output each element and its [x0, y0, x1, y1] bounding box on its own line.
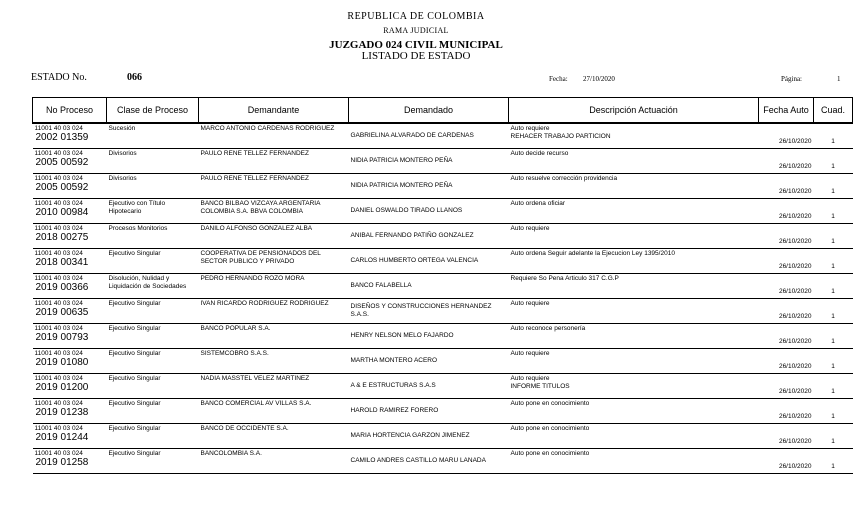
- cell-cuad: 1: [814, 423, 853, 448]
- cell-fecha: 26/10/2020: [759, 323, 814, 348]
- cell-fecha: 26/10/2020: [759, 298, 814, 323]
- cell-demandante: PEDRO HERNANDO ROZO MORA: [199, 273, 349, 298]
- cell-actuacion: [509, 223, 759, 248]
- radicado-prefix: 11001 40 03 024: [34, 424, 83, 432]
- cell-actuacion: [509, 448, 759, 473]
- cell-fecha: 26/10/2020: [759, 273, 814, 298]
- col-header-demandante: Demandante: [199, 98, 349, 124]
- cell-demandado: MARTHA MONTERO ACERO: [349, 348, 509, 373]
- cell-no-proceso: [33, 223, 107, 248]
- cell-cuad: 1: [814, 123, 853, 148]
- table-row: [33, 398, 853, 423]
- table-header-row: [33, 98, 853, 124]
- cell-fecha: 26/10/2020: [759, 373, 814, 398]
- actuacion-text: Auto requiere: [510, 349, 550, 357]
- radicado-number: 2010 00984: [35, 206, 89, 218]
- actuacion-text: Auto pone en conocimiento: [510, 399, 590, 407]
- cell-clase: Ejecutivo Singular: [107, 448, 199, 473]
- table-row: [33, 198, 853, 223]
- radicado-prefix: 11001 40 03 024: [34, 199, 83, 207]
- radicado-number: 2005 00592: [35, 181, 89, 193]
- fecha-label: Fecha:: [549, 75, 568, 83]
- cell-no-proceso: [33, 248, 107, 273]
- table-row: [33, 448, 853, 473]
- cell-demandado: CAMILO ANDRES CASTILLO MARU LANADA: [349, 448, 509, 473]
- cell-no-proceso: [33, 298, 107, 323]
- cell-no-proceso: [33, 448, 107, 473]
- cell-no-proceso: [33, 423, 107, 448]
- radicado-prefix: 11001 40 03 024: [34, 349, 83, 357]
- header-branch: RAMA JUDICIAL: [383, 26, 449, 35]
- cell-fecha: 26/10/2020: [759, 423, 814, 448]
- radicado-prefix: 11001 40 03 024: [34, 274, 83, 282]
- cell-no-proceso: [33, 323, 107, 348]
- table-row: [33, 148, 853, 173]
- actuacion-text: Auto pone en conocimiento: [510, 449, 590, 457]
- actuacion-text: Requiere So Pena Articulo 317 C.G.P: [510, 274, 619, 282]
- cell-actuacion: [509, 273, 759, 298]
- cell-demandado: DANIEL OSWALDO TIRADO LLANOS: [349, 198, 509, 223]
- cell-demandante: COOPERATIVA DE PENSIONADOS DEL SECTOR PUBLICO Y PRIVADO: [199, 248, 349, 273]
- cell-cuad: 1: [814, 173, 853, 198]
- cell-no-proceso: [33, 173, 107, 198]
- radicado-number: 2019 01244: [35, 431, 89, 443]
- cell-no-proceso: [33, 273, 107, 298]
- cell-clase: Sucesión: [107, 123, 199, 148]
- table-row: [33, 298, 853, 323]
- cell-no-proceso: [33, 148, 107, 173]
- radicado-number: 2018 00275: [35, 231, 89, 243]
- actuacion-text: Auto reconoce personería: [510, 324, 586, 332]
- col-header-cuad: Cuad.: [814, 98, 853, 124]
- cell-fecha: 26/10/2020: [759, 198, 814, 223]
- cell-demandado: CARLOS HUMBERTO ORTEGA VALENCIA: [349, 248, 509, 273]
- radicado-prefix: 11001 40 03 024: [34, 149, 83, 157]
- header-country: REPUBLICA DE COLOMBIA: [347, 11, 485, 22]
- pagina-value: 1: [837, 75, 841, 83]
- cell-cuad: 1: [814, 148, 853, 173]
- table-row: [33, 348, 853, 373]
- radicado-number: 2002 01359: [35, 132, 89, 143]
- radicado-prefix: 11001 40 03 024: [34, 174, 83, 182]
- estado-table: [32, 97, 853, 474]
- radicado-number: 2019 01200: [35, 381, 89, 393]
- radicado-prefix: 11001 40 03 024: [34, 449, 83, 457]
- cell-demandante: MARCO ANTONIO CARDENAS RODRIGUEZ: [199, 123, 349, 148]
- cell-demandado: NIDIA PATRICIA MONTERO PEÑA: [349, 173, 509, 198]
- cell-cuad: 1: [814, 348, 853, 373]
- radicado-prefix: 11001 40 03 024: [34, 399, 83, 407]
- cell-demandante: NADIA MASSTEL VELEZ MARTINEZ: [199, 373, 349, 398]
- cell-demandante: IVAN RICARDO RODRIGUEZ RODRIGUEZ: [199, 298, 349, 323]
- col-header-clase: Clase de Proceso: [107, 98, 199, 124]
- cell-cuad: 1: [814, 373, 853, 398]
- cell-fecha: 26/10/2020: [759, 173, 814, 198]
- estado-number: 066: [127, 72, 142, 83]
- cell-demandado: BANCO FALABELLA: [349, 273, 509, 298]
- radicado-prefix: 11001 40 03 024: [34, 224, 83, 232]
- header-court: JUZGADO 024 CIVIL MUNICIPAL: [329, 39, 503, 51]
- header-list-title: LISTADO DE ESTADO: [361, 50, 471, 62]
- col-header-actuacion: Descripción Actuación: [509, 98, 759, 124]
- cell-demandado: HENRY NELSON MELO FAJARDO: [349, 323, 509, 348]
- actuacion-text: Auto ordena Seguir adelante la Ejecucion Ley 1395/2010: [510, 249, 675, 257]
- actuacion-text: Auto requiere: [510, 125, 550, 132]
- table-row: [33, 248, 853, 273]
- actuacion-text: Auto decide recurso: [510, 149, 569, 157]
- cell-actuacion: [509, 323, 759, 348]
- cell-demandado: MARIA HORTENCIA GARZON JIMENEZ: [349, 423, 509, 448]
- cell-demandado: HAROLD RAMIREZ FORERO: [349, 398, 509, 423]
- radicado-number: 2005 00592: [35, 156, 89, 168]
- fecha-value: 27/10/2020: [583, 75, 615, 83]
- cell-no-proceso: [33, 348, 107, 373]
- cell-clase: Disolución, Nulidad y Liquidación de Sociedades: [107, 273, 199, 298]
- pagina-label: Página:: [781, 75, 802, 83]
- cell-demandado: GABRIELINA ALVARADO DE CARDENAS: [349, 123, 509, 148]
- radicado-number: 2019 00366: [35, 281, 89, 293]
- cell-demandante: BANCO BILBAO VIZCAYA ARGENTARIA COLOMBIA S.A. BBVA COLOMBIA: [199, 198, 349, 223]
- cell-fecha: 26/10/2020: [759, 448, 814, 473]
- cell-no-proceso: [33, 198, 107, 223]
- cell-demandado: ANIBAL FERNANDO PATIÑO GONZALEZ: [349, 223, 509, 248]
- cell-no-proceso: [33, 373, 107, 398]
- cell-demandante: SISTEMCOBRO S.A.S.: [199, 348, 349, 373]
- actuacion-text: Auto resuelve corrección providencia: [510, 174, 618, 182]
- radicado-number: 2019 01238: [35, 406, 89, 418]
- cell-actuacion: [509, 148, 759, 173]
- cell-actuacion: [509, 298, 759, 323]
- cell-cuad: 1: [814, 298, 853, 323]
- actuacion-text: Auto requiere: [510, 299, 550, 307]
- cell-actuacion: [509, 173, 759, 198]
- cell-clase: Procesos Monitorios: [107, 223, 199, 248]
- cell-cuad: 1: [814, 323, 853, 348]
- cell-fecha: 26/10/2020: [759, 123, 814, 148]
- radicado-prefix: 11001 40 03 024: [34, 324, 83, 332]
- actuacion-text: Auto ordena oficiar: [510, 199, 566, 207]
- cell-cuad: 1: [814, 248, 853, 273]
- cell-clase: Ejecutivo con Título Hipotecario: [107, 198, 199, 223]
- actuacion-text: Auto pone en conocimiento: [510, 424, 590, 432]
- cell-demandado: NIDIA PATRICIA MONTERO PEÑA: [349, 148, 509, 173]
- col-header-no-proceso: No Proceso: [33, 98, 107, 124]
- radicado-number: 2019 00635: [35, 306, 89, 318]
- col-header-demandado: Demandado: [349, 98, 509, 124]
- cell-actuacion: [509, 423, 759, 448]
- cell-clase: Ejecutivo Singular: [107, 248, 199, 273]
- table-row: [33, 273, 853, 298]
- table-row: [33, 173, 853, 198]
- cell-clase: Ejecutivo Singular: [107, 398, 199, 423]
- cell-clase: Ejecutivo Singular: [107, 348, 199, 373]
- cell-clase: Divisorios: [107, 173, 199, 198]
- cell-clase: Ejecutivo Singular: [107, 298, 199, 323]
- cell-cuad: 1: [814, 448, 853, 473]
- cell-clase: Ejecutivo Singular: [107, 423, 199, 448]
- cell-demandante: BANCO COMERCIAL AV VILLAS S.A.: [199, 398, 349, 423]
- actuacion-note: INFORME TITULOS: [510, 382, 570, 390]
- cell-actuacion: [509, 398, 759, 423]
- cell-demandante: DANILO ALFONSO GONZALEZ ALBA: [199, 223, 349, 248]
- cell-no-proceso: [33, 398, 107, 423]
- radicado-prefix: 11001 40 03 024: [34, 125, 83, 132]
- actuacion-note: REHACER TRABAJO PARTICION: [510, 133, 611, 140]
- cell-clase: Divisorios: [107, 148, 199, 173]
- cell-demandante: PAULO RENE TELLEZ FERNANDEZ: [199, 148, 349, 173]
- cell-demandado: A & E ESTRUCTURAS S.A.S: [349, 373, 509, 398]
- table-row: [33, 223, 853, 248]
- radicado-prefix: 11001 40 03 024: [34, 249, 83, 257]
- cell-fecha: 26/10/2020: [759, 148, 814, 173]
- cell-fecha: 26/10/2020: [759, 248, 814, 273]
- cell-cuad: 1: [814, 223, 853, 248]
- cell-clase: Ejecutivo Singular: [107, 373, 199, 398]
- cell-cuad: 1: [814, 398, 853, 423]
- table-row: [33, 323, 853, 348]
- estado-label: ESTADO No.: [31, 72, 87, 83]
- cell-fecha: 26/10/2020: [759, 398, 814, 423]
- col-header-fecha: Fecha Auto: [759, 98, 814, 124]
- cell-clase: Ejecutivo Singular: [107, 323, 199, 348]
- actuacion-text: Auto requiere: [510, 374, 550, 382]
- radicado-number: 2018 00341: [35, 256, 89, 268]
- table-row: [33, 123, 853, 148]
- cell-actuacion: [509, 373, 759, 398]
- cell-actuacion: [509, 248, 759, 273]
- radicado-number: 2019 01080: [35, 356, 89, 368]
- cell-demandado: DISEÑOS Y CONSTRUCCIONES HERNANDEZ S.A.S.: [349, 298, 509, 323]
- actuacion-text: Auto requiere: [510, 224, 550, 232]
- radicado-number: 2019 01258: [35, 456, 89, 468]
- cell-demandante: PAULO RENE TELLEZ FERNANDEZ: [199, 173, 349, 198]
- cell-cuad: 1: [814, 198, 853, 223]
- cell-fecha: 26/10/2020: [759, 348, 814, 373]
- radicado-prefix: 11001 40 03 024: [34, 299, 83, 307]
- cell-actuacion: [509, 348, 759, 373]
- cell-demandante: BANCOLOMBIA S.A.: [199, 448, 349, 473]
- cell-actuacion: [509, 198, 759, 223]
- cell-no-proceso: [33, 123, 107, 148]
- cell-fecha: 26/10/2020: [759, 223, 814, 248]
- table-row: [33, 423, 853, 448]
- cell-demandante: BANCO DE OCCIDENTE S.A.: [199, 423, 349, 448]
- table-row: [33, 373, 853, 398]
- radicado-prefix: 11001 40 03 024: [34, 374, 83, 382]
- cell-actuacion: [509, 123, 759, 148]
- radicado-number: 2019 00793: [35, 331, 89, 343]
- cell-cuad: 1: [814, 273, 853, 298]
- cell-demandante: BANCO POPULAR S.A.: [199, 323, 349, 348]
